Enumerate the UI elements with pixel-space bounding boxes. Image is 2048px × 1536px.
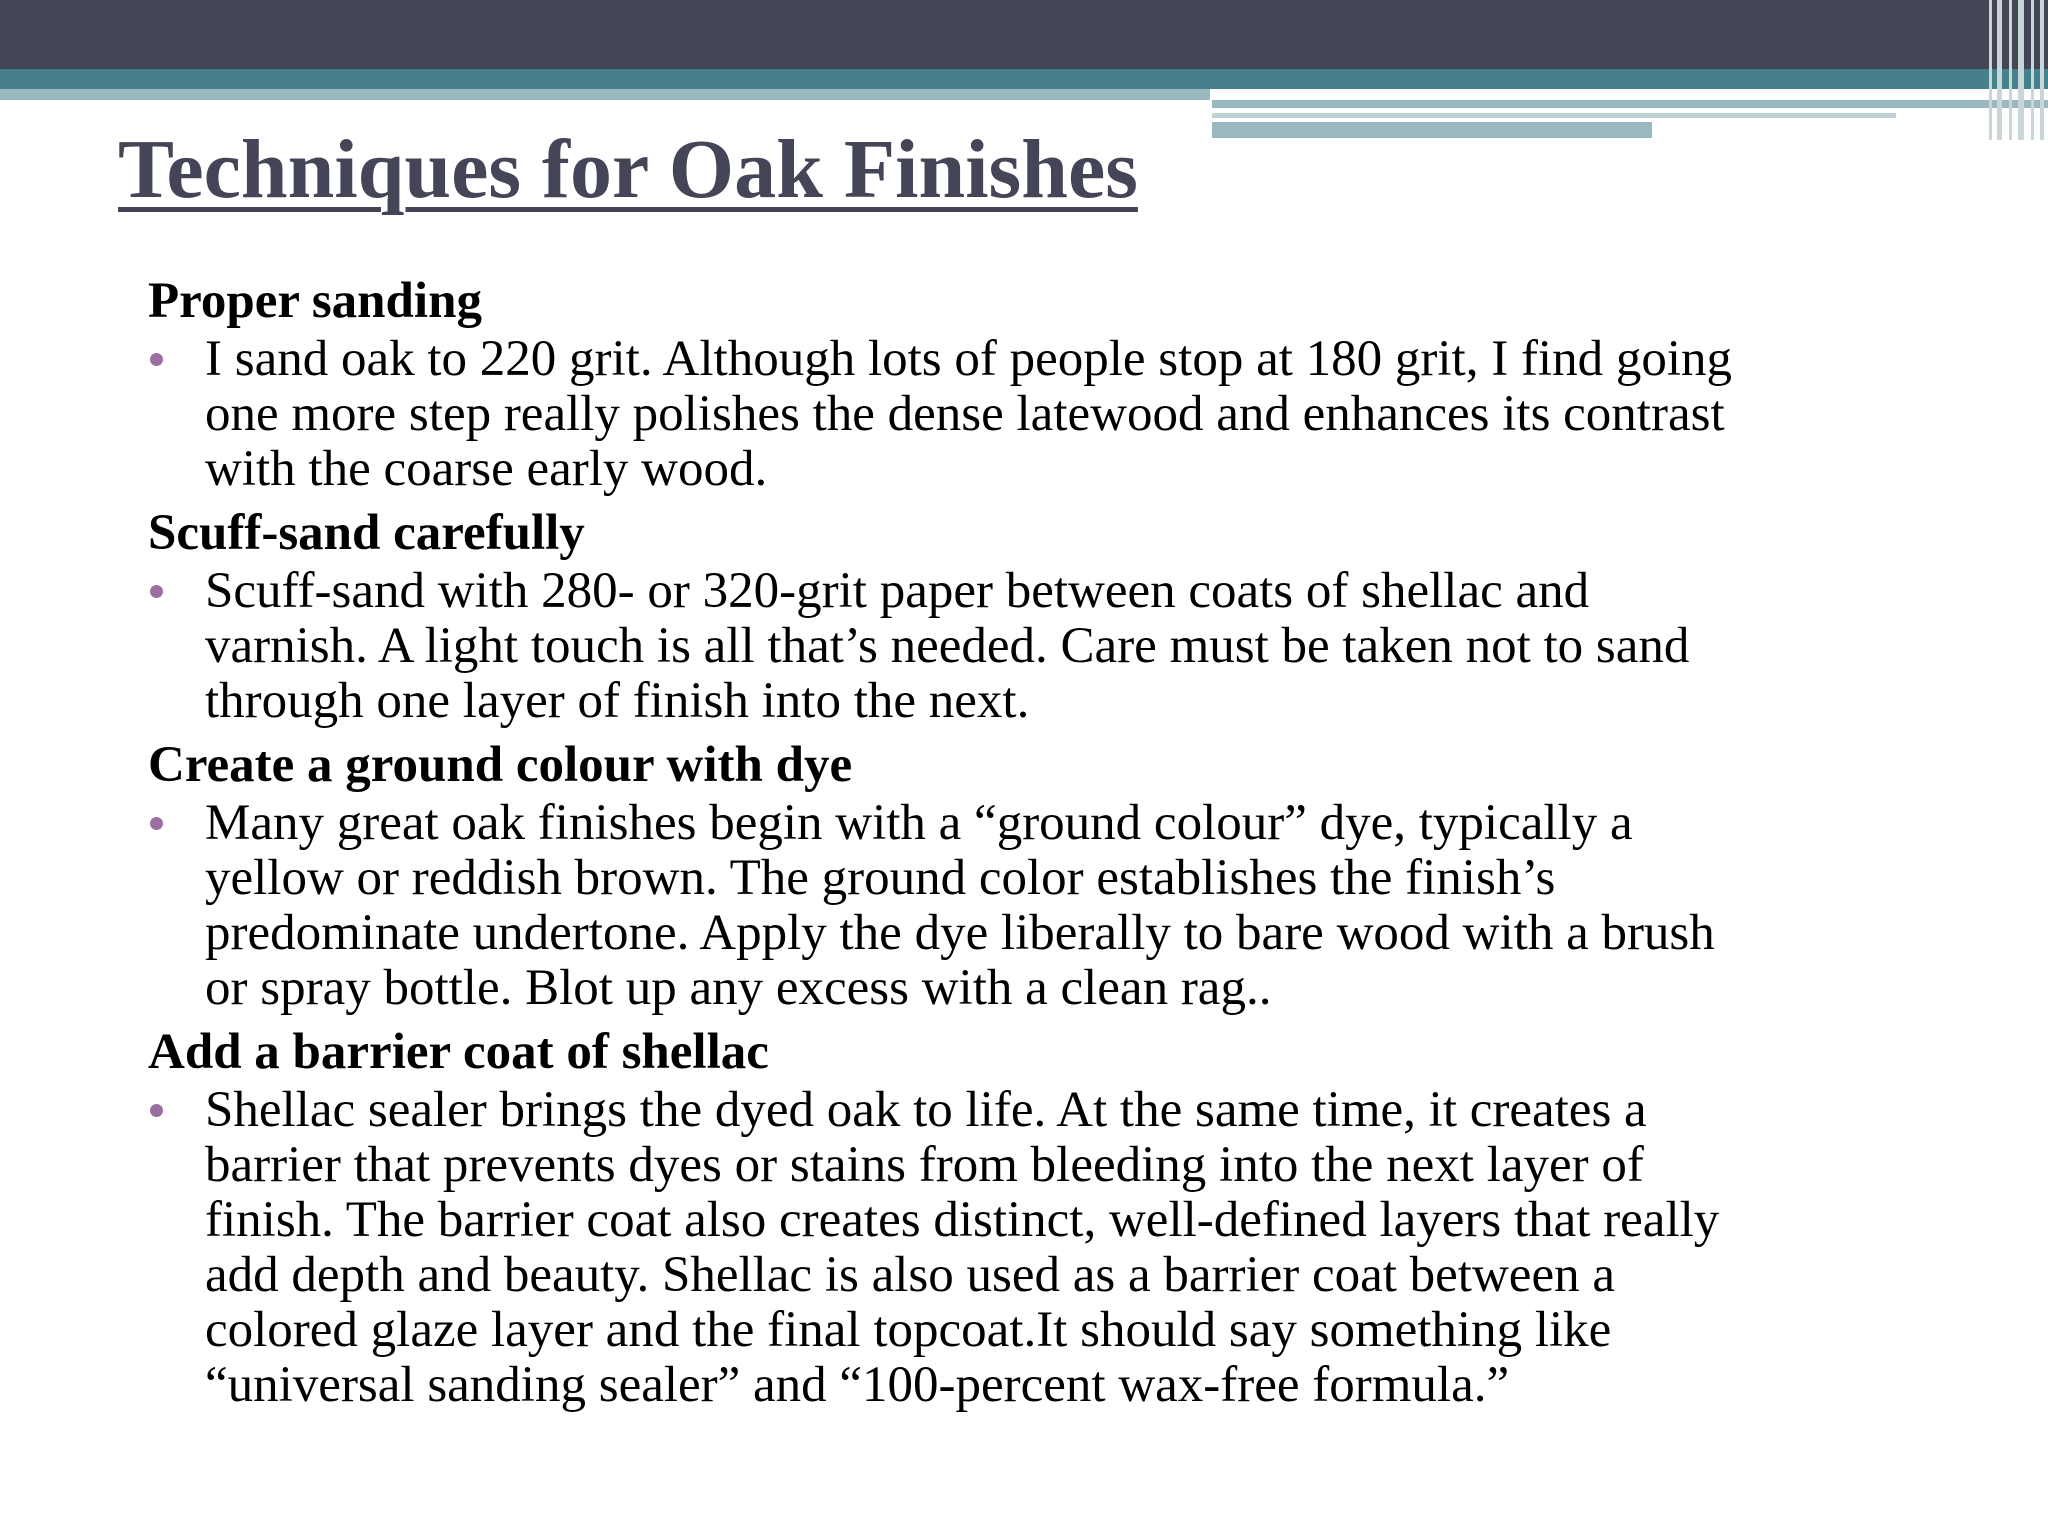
bullet-text-line: Many great oak finishes begin with a “ground colour” dye, typically a: [205, 795, 1633, 851]
bullet-text: [205, 564, 1968, 729]
bullet-text-line: predominate undertone. Apply the dye liberally to bare wood with a brush: [205, 905, 1715, 961]
bullet-text-line: “universal sanding sealer” and “100-percent wax-free formula.”: [205, 1357, 1510, 1413]
header-band-right-stripe: [1212, 122, 1652, 138]
bullet-dot-icon: [150, 353, 163, 366]
bullet-text-line: barrier that prevents dyes or stains from bleeding into the next layer of: [205, 1137, 1644, 1193]
section-heading: Add a barrier coat of shellac: [148, 1024, 769, 1080]
bullet-text-line: or spray bottle. Blot up any excess with a clean rag..: [205, 960, 1272, 1016]
bullet-text-line: through one layer of finish into the next.: [205, 673, 1030, 729]
bullet-dot-icon: [150, 585, 163, 598]
section-heading: Scuff-sand carefully: [148, 505, 585, 561]
bullet-text-line: with the coarse early wood.: [205, 441, 768, 497]
bullet-item: [148, 796, 1968, 1016]
header-band-dark: [0, 0, 2048, 69]
section-heading: Proper sanding: [148, 273, 482, 329]
section-heading: Create a ground colour with dye: [148, 737, 853, 793]
bullet-text-line: add depth and beauty. Shellac is also used as a barrier coat between a: [205, 1247, 1615, 1303]
slide-title: Techniques for Oak Finishes: [118, 123, 1138, 216]
slide-body: [148, 270, 1968, 1418]
header-band-light: [0, 89, 1210, 100]
bullet-text-line: I sand oak to 220 grit. Although lots of people stop at 180 grit, I find going: [205, 331, 1733, 387]
bullet-text-line: yellow or reddish brown. The ground color establishes the finish’s: [205, 850, 1556, 906]
bullet-dot-icon: [150, 1104, 163, 1117]
bullet-text: [205, 1083, 1968, 1413]
bullet-item: [148, 332, 1968, 497]
bullet-text-line: Shellac sealer brings the dyed oak to life. At the same time, it creates a: [205, 1082, 1647, 1138]
bullet-item: [148, 564, 1968, 729]
bullet-text-line: finish. The barrier coat also creates distinct, well-defined layers that really: [205, 1192, 1720, 1248]
bullet-text-line: colored glaze layer and the final topcoat.It should say something like: [205, 1302, 1612, 1358]
header-band-teal: [0, 69, 2048, 89]
bullet-text: [205, 332, 1968, 497]
header-band-right-stripe: [1212, 100, 2048, 108]
bullet-text-line: one more step really polishes the dense latewood and enhances its contrast: [205, 386, 1725, 442]
header-band-right-stripe: [1212, 113, 1896, 118]
bullet-item: [148, 1083, 1968, 1413]
bullet-text-line: varnish. A light touch is all that’s needed. Care must be taken not to sand: [205, 618, 1690, 674]
bullet-text-line: Scuff-sand with 280- or 320-grit paper between coats of shellac and: [205, 563, 1590, 619]
header-vertical-stripes: [1985, 0, 2048, 140]
bullet-dot-icon: [150, 817, 163, 830]
bullet-text: [205, 796, 1968, 1016]
